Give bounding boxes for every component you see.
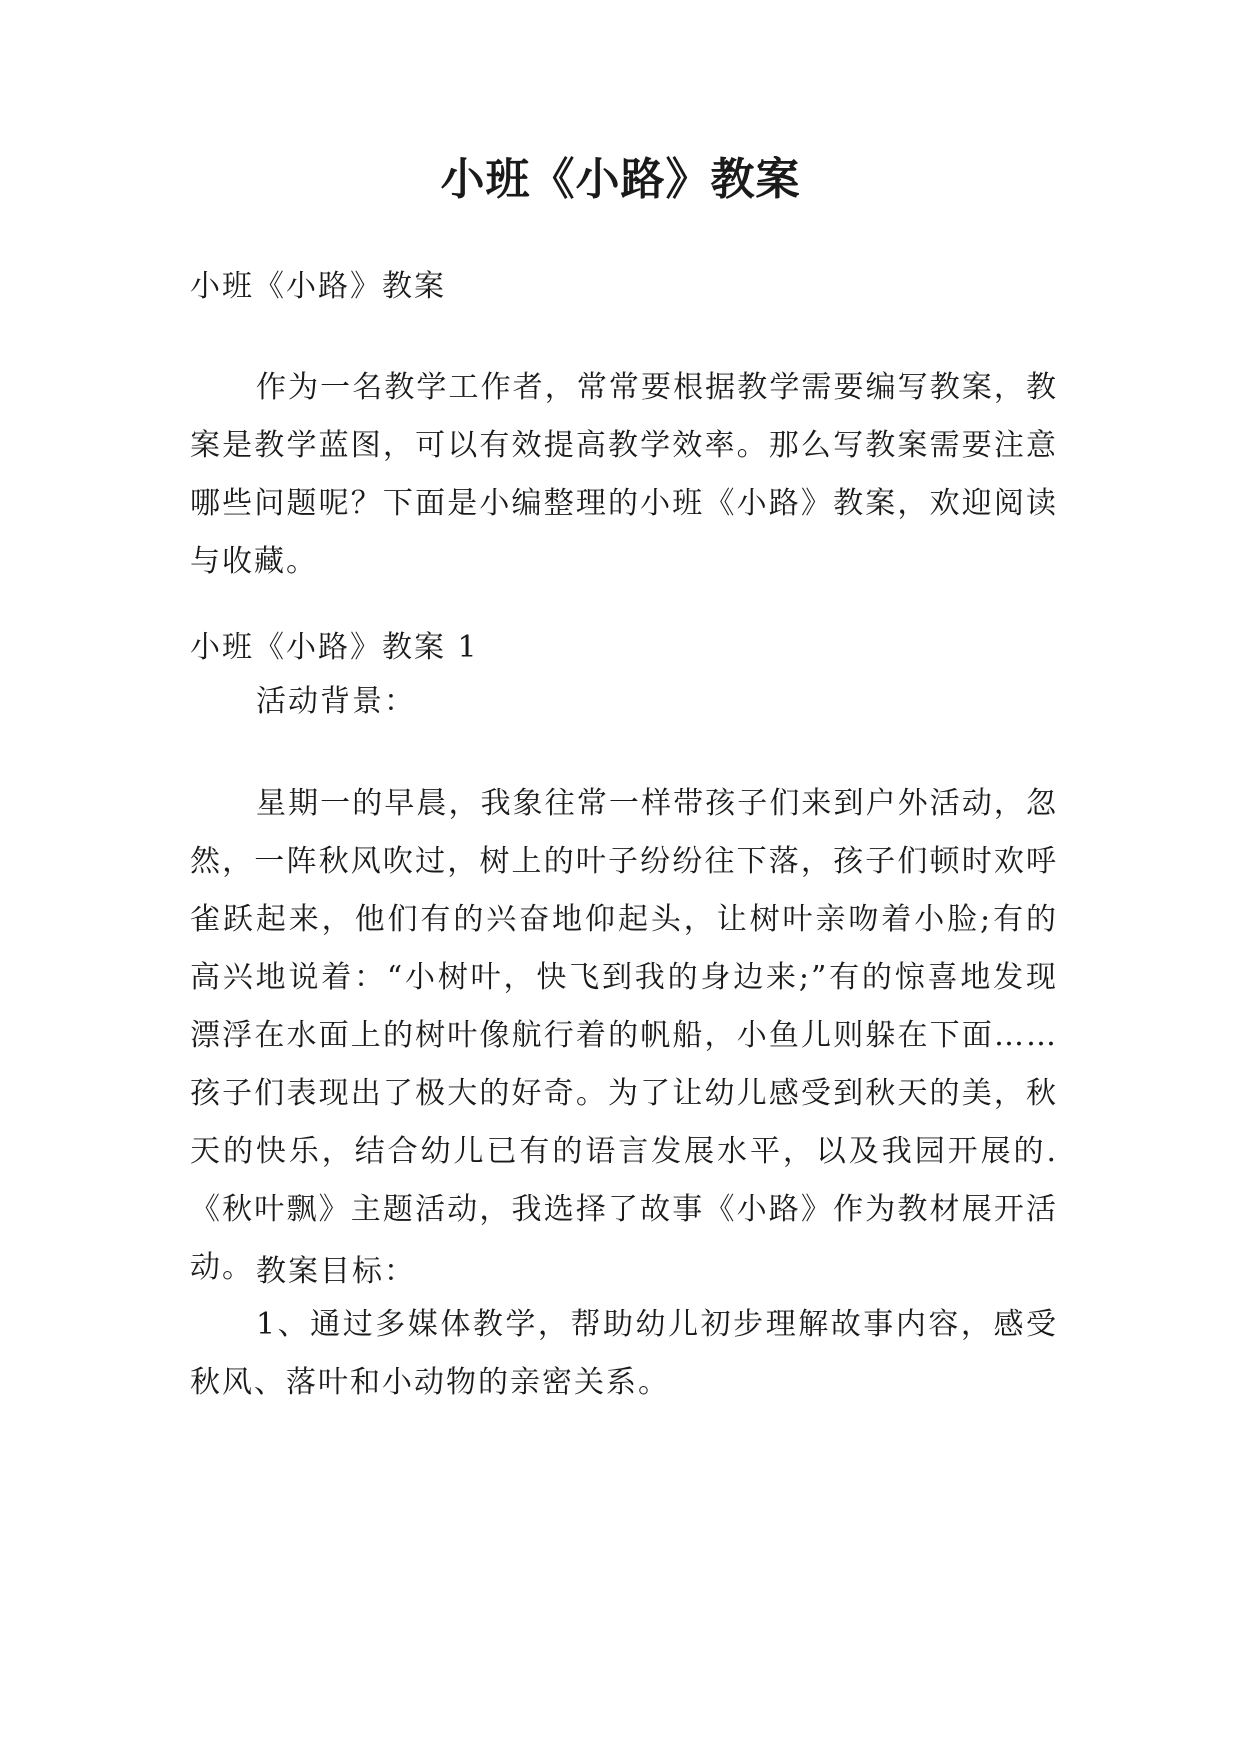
section-heading: 小班《小路》教案 1 (190, 630, 479, 665)
background-paragraph: 星期一的早晨，我象往常一样带孩子们来到户外活动，忽然，一阵秋风吹过，树上的叶子纷纷往下落，孩子们顿时欢呼雀跃起来，他们有的兴奋地仰起头，让树叶亲吻着小脸;有的高兴地说着：“小树叶，快飞到我的身边来;”有的惊喜地发现漂浮在水面上的树叶像航行着的帆船，小鱼儿则躲在下面……孩子们表现出了极大的好奇。为了让幼儿感受到秋天的美，秋天的快乐，结合幼儿已有的语言发展水平，以及我园开展的.《秋叶飘》主题活动，我选择了故事《小路》作为教材展开活动。 (190, 786, 1058, 1285)
goal-item-1: 1、通过多媒体教学，帮助幼儿初步理解故事内容，感受秋风、落叶和小动物的亲密关系。 (190, 1307, 1058, 1400)
document-title: 小班《小路》教案 (440, 154, 801, 205)
document-subtitle: 小班《小路》教案 (190, 269, 446, 304)
intro-paragraph: 作为一名教学工作者，常常要根据教学需要编写教案，教案是教学蓝图，可以有效提高教学效率。那么写教案需要注意哪些问题呢？下面是小编整理的小班《小路》教案，欢迎阅读与收藏。 (190, 370, 1058, 579)
background-label: 活动背景： (256, 684, 416, 719)
goals-label: 教案目标： (256, 1254, 416, 1289)
